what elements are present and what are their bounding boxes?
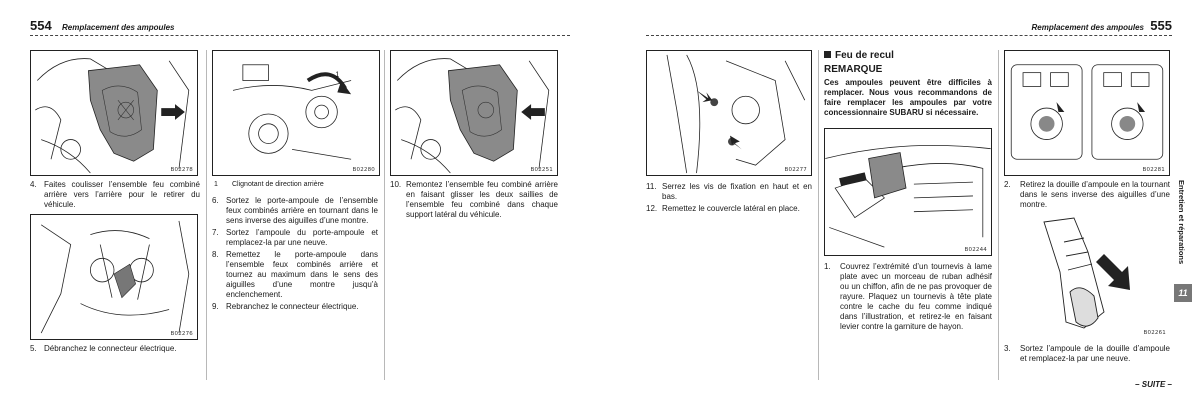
column-divider — [384, 50, 385, 380]
figure-code: B02261 — [1143, 330, 1166, 336]
figure-code: B02281 — [1142, 167, 1165, 173]
steps-6-9 — [212, 196, 378, 314]
figure-code: B02277 — [784, 167, 807, 173]
page-title: Remplacement des ampoules — [1031, 23, 1144, 32]
continued-label: – SUITE – — [1135, 380, 1172, 389]
step-text: Retirez la douille d’ampoule en la tournant dans le sens inverse des aiguilles d’une montre. — [1020, 180, 1170, 209]
figure-code: B02251 — [530, 167, 553, 173]
step-text: Sortez le porte-ampoule de l’ensemble feux combinés arrière en tournant dans le sens inverse des aiguilles d’une montre. — [226, 196, 378, 225]
step-number: 10. — [390, 180, 402, 189]
illustration-bulb-removal — [1004, 212, 1170, 338]
step-number: 4. — [30, 180, 37, 189]
legend-number: 1 — [214, 181, 218, 188]
section-title: Feu de recul — [835, 50, 894, 61]
step-text: Remontez l’ensemble feu combiné arrière en faisant glisser les deux saillies de l’ensemble feu combiné dans chaque support latéral du véhicule. — [406, 180, 558, 219]
screwdriver-sketch-icon — [825, 129, 991, 255]
step-1 — [824, 262, 992, 334]
socket-sketch-icon — [1005, 51, 1169, 175]
step-text: Remettez le couvercle latéral en place. — [662, 204, 800, 213]
illustration-connector — [30, 214, 198, 340]
chapter-side-label — [1174, 180, 1188, 300]
figure-code: B02276 — [170, 331, 193, 337]
screws-sketch-icon — [647, 51, 811, 175]
step-4 — [30, 180, 200, 212]
illustration-reinstall-lamp — [390, 50, 558, 176]
column-divider — [998, 50, 999, 380]
chapter-label-text: Entretien et réparations — [1177, 180, 1186, 265]
connector-sketch-icon — [31, 215, 197, 339]
illustration-fixing-screws — [646, 50, 812, 176]
step-number: 12. — [646, 204, 658, 213]
illustration-remove-combination-lamp — [30, 50, 198, 176]
header-rule — [646, 35, 1172, 36]
step-number: 9. — [212, 302, 219, 311]
illustration-bulb-socket — [1004, 50, 1170, 176]
list-item — [212, 228, 378, 248]
page-title: Remplacement des ampoules — [62, 23, 175, 32]
chapter-tab: 11 — [1174, 284, 1192, 302]
header-rule — [30, 35, 570, 36]
step-number: 5. — [30, 344, 37, 353]
svg-text:1: 1 — [335, 71, 340, 79]
step-number: 3. — [1004, 344, 1011, 353]
step-text: Couvrez l’extrémité d’un tournevis à lame plate avec un morceau de ruban adhésif ou un chiffon, afin de ne pas provoquer de rayure. Plaquez un tournevis à tête plate contre le cache du feu comme indiqué dans l’illustration, et retirez-le en faisant levier contre la garniture de hayon. — [840, 262, 992, 331]
bulb-holder-sketch-icon — [213, 51, 379, 175]
column-divider — [206, 50, 207, 380]
step-number: 7. — [212, 228, 219, 237]
step-number: 6. — [212, 196, 219, 205]
list-item — [646, 204, 812, 214]
step-number: 11. — [646, 182, 657, 191]
lamp-sketch-icon — [31, 51, 197, 175]
bulb-sketch-icon — [1004, 212, 1170, 338]
step-number: 2. — [1004, 180, 1011, 189]
step-10 — [390, 180, 558, 222]
page-number: 555 — [1150, 18, 1172, 33]
list-item — [212, 196, 378, 226]
step-2 — [1004, 180, 1170, 212]
column-divider — [818, 50, 819, 380]
figure-legend — [214, 180, 378, 192]
list-item — [212, 250, 378, 300]
step-text: Remettez le porte-ampoule dans l’ensemble feux combinés arrière et tournez au maximum dans le sens des aiguilles d’une montre jusqu’à enclenchement. — [226, 250, 378, 299]
steps-11-12 — [646, 182, 812, 216]
step-text: Sortez l’ampoule du porte-ampoule et remplacez-la par une neuve. — [226, 228, 378, 247]
step-number: 1. — [824, 262, 831, 271]
figure-code: B02280 — [352, 167, 375, 173]
note-text: Ces ampoules peuvent être difficiles à remplacer. Nous vous recommandons de faire remplacer les ampoules par votre concessionnaire SUBARU si nécessaire. — [824, 78, 992, 117]
illustration-screwdriver-pry — [824, 128, 992, 256]
list-item — [646, 182, 812, 202]
illustration-bulb-holder — [212, 50, 380, 176]
right-page-header — [646, 18, 1172, 36]
page-number: 554 — [30, 18, 52, 33]
step-number: 8. — [212, 250, 219, 259]
step-3 — [1004, 344, 1170, 366]
section-heading — [824, 50, 894, 61]
square-bullet-icon — [824, 51, 831, 58]
left-page-header — [30, 18, 570, 36]
step-text: Sortez l’ampoule de la douille d’ampoule et remplacez-la par une neuve. — [1020, 344, 1170, 363]
figure-code: B02278 — [170, 167, 193, 173]
step-text: Serrez les vis de fixation en haut et en bas. — [662, 182, 812, 201]
step-text: Rebranchez le connecteur électrique. — [226, 302, 359, 311]
step-5 — [30, 344, 200, 356]
legend-text: Clignotant de direction arrière — [232, 181, 324, 188]
figure-code: B02244 — [964, 247, 987, 253]
step-text: Faites coulisser l’ensemble feu combiné arrière vers l’arrière pour le retirer du véhicule. — [44, 180, 200, 209]
step-text: Débranchez le connecteur électrique. — [44, 344, 177, 353]
lamp-sketch-icon — [391, 51, 557, 175]
note-title: REMARQUE — [824, 64, 883, 75]
list-item — [212, 302, 378, 312]
